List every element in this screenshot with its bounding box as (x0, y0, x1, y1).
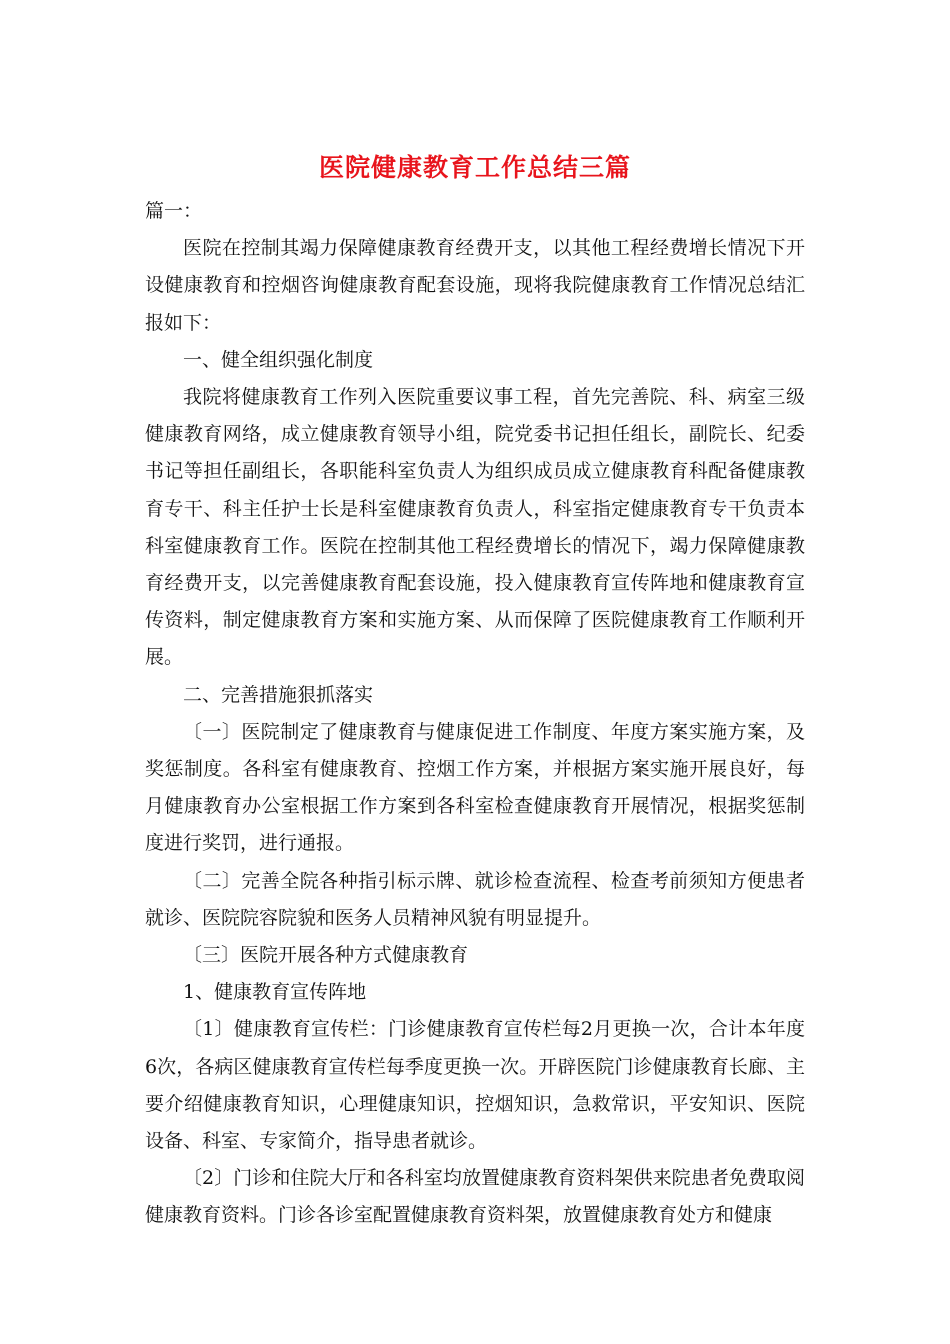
paragraph: 医院在控制其竭力保障健康教育经费开支，以其他工程经费增长情况下开设健康教育和控烟咨询健康教育配套设施，现将我院健康教育工作情况总结汇报如下： (145, 237, 805, 334)
paragraph: 〔2〕门诊和住院大厅和各科室均放置健康教育资料架供来院患者免费取阅健康教育资料。门诊各诊室配置健康教育资料架，放置健康教育处方和健康 (145, 1167, 805, 1227)
paragraph: 〔一〕医院制定了健康教育与健康促进工作制度、年度方案实施方案，及奖惩制度。各科室有健康教育、控烟工作方案，并根据方案实施开展良好，每月健康教育办公室根据工作方案到各科室检查健康教育开展情况，根据奖惩制度进行奖罚，进行通报。 (145, 720, 805, 855)
paragraph: 〔三〕医院开展各种方式健康教育 (183, 944, 469, 967)
paragraph: 二、完善措施狠抓落实 (183, 683, 374, 706)
document-title: 医院健康教育工作总结三篇 (318, 153, 631, 182)
paragraph: 篇一： (145, 200, 203, 222)
paragraph: 我院将健康教育工作列入医院重要议事工程，首先完善院、科、病室三级健康教育网络，成立健康教育领导小组，院党委书记担任组长，副院长、纪委书记等担任副组长，各职能科室负责人为组织成员成立健康教育科配备健康教育专干、科主任护士长是科室健康教育负责人，科室指定健康教育专干负责本科室健康教育工作。医院在控制其他工程经费增长的情况下，竭力保障健康教育经费开支，以完善健康教育配套设施，投入健康教育宣传阵地和健康教育宣传资料，制定健康教育方案和实施方案、从而保障了医院健康教育工作顺利开展。 (145, 386, 805, 669)
document-body (145, 193, 805, 1235)
paragraph: 一、健全组织强化制度 (183, 348, 374, 371)
paragraph: 1、健康教育宣传阵地 (183, 981, 367, 1004)
paragraph: 〔二〕完善全院各种指引标示牌、就诊检查流程、检查考前须知方便患者就诊、医院院容院貌和医务人员精神风貌有明显提升。 (145, 869, 805, 929)
paragraph: 〔1〕健康教育宣传栏：门诊健康教育宣传栏每2月更换一次，合计本年度6次，各病区健康教育宣传栏每季度更换一次。开辟医院门诊健康教育长廊、主要介绍健康教育知识，心理健康知识，控烟知识，急救常识，平安知识、医院设备、科室、专家简介，指导患者就诊。 (145, 1018, 805, 1153)
